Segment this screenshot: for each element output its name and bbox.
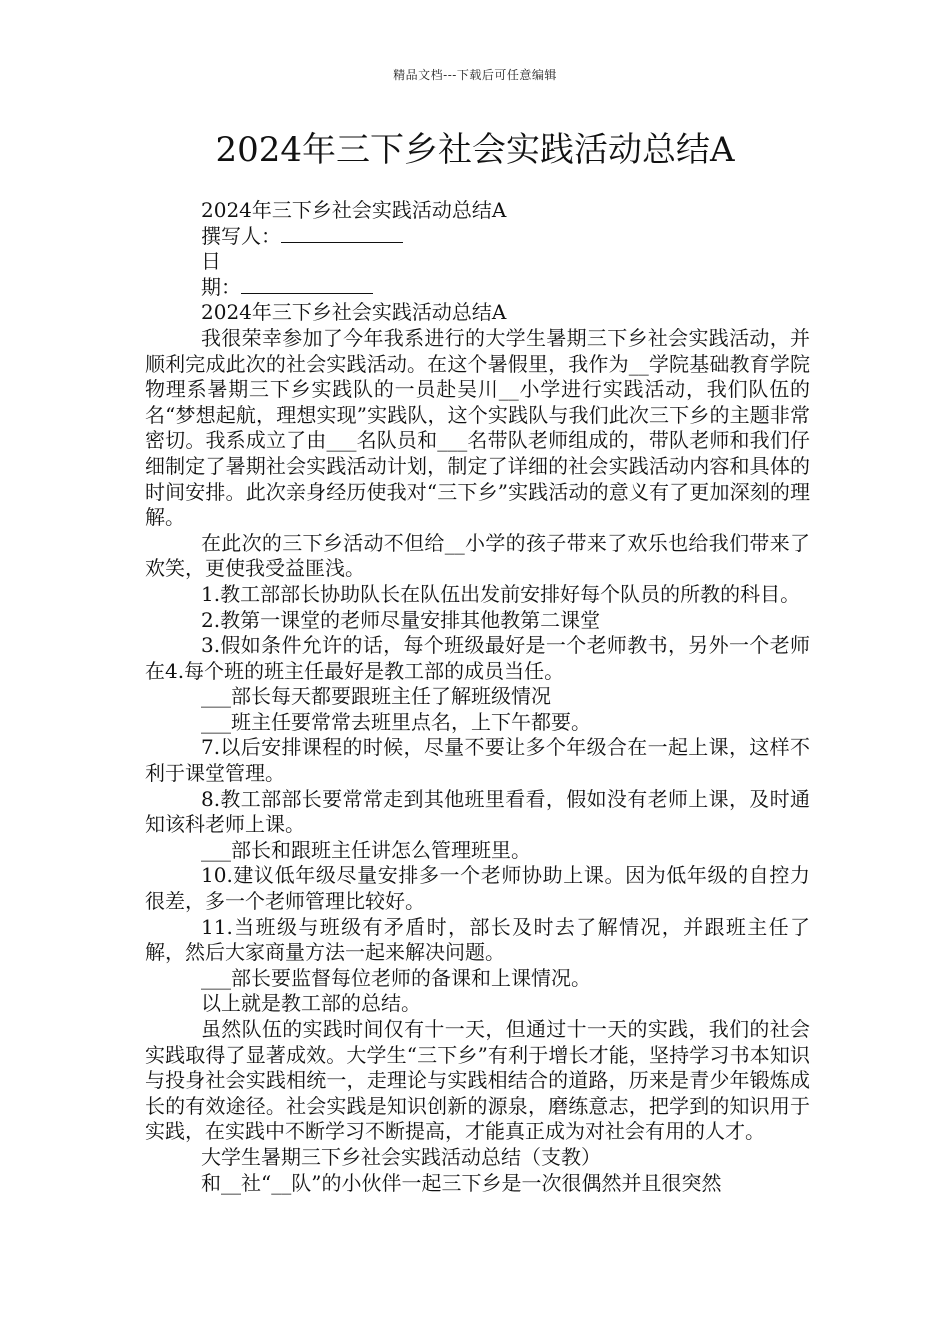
date-line	[145, 275, 810, 301]
date-blank	[241, 275, 373, 294]
paragraph: 2.教第一课堂的老师尽量安排其他教第二课堂	[201, 607, 601, 632]
subtitle: 2024年三下乡社会实践活动总结A	[201, 198, 507, 222]
date-label: 期：	[201, 274, 241, 299]
paragraph: 7.以后安排课程的时候，尽量不要让多个年级合在一起上课，这样不利于课堂管理。	[145, 735, 810, 786]
paragraph: 大学生暑期三下乡社会实践活动总结（支教）	[201, 1144, 601, 1169]
paragraph: 我很荣幸参加了今年我系进行的大学生暑期三下乡社会实践活动，并顺利完成此次的社会实践活动。在这个暑假里，我作为__学院基础教育学院物理系暑期三下乡实践队的一员赴吴川__小学进行实践活动，我们队伍的名“梦想起航，理想实现”实践队，这个实践队与我们此次三下乡的主题非常密切。我系成立了由___名队员和___名带队老师组成的，带队老师和我们仔细制定了暑期社会实践活动计划，制定了详细的社会实践活动内容和具体的时间安排。此次亲身经历使我对“三下乡”实践活动的意义有了更加深刻的理解。	[145, 325, 810, 530]
paragraph: 11.当班级与班级有矛盾时，部长及时去了解情况，并跟班主任了解，然后大家商量方法一起来解决问题。	[145, 914, 810, 965]
author-blank	[281, 224, 403, 243]
date-label-line-1: 日	[201, 249, 221, 274]
author-line	[145, 224, 810, 250]
header-note: 精品文档---下载后可任意编辑	[393, 68, 557, 82]
paragraph: ___班主任要常常去班里点名，上下午都要。	[201, 709, 591, 734]
paragraph: 3.假如条件允许的话，每个班级最好是一个老师教书，另外一个老师在4.每个班的班主任最好是教工部的成员当任。	[145, 633, 810, 683]
document-title: 2024年三下乡社会实践活动总结A	[215, 130, 735, 170]
author-label: 撰写人：	[201, 223, 281, 248]
paragraph: 10.建议低年级尽量安排多一个老师协助上课。因为低年级的自控力很差，多一个老师管理比较好。	[145, 863, 810, 914]
paragraph: ___部长和跟班主任讲怎么管理班里。	[201, 837, 531, 862]
paragraph: 8.教工部部长要常常走到其他班里看看，假如没有老师上课，及时通知该科老师上课。	[145, 786, 810, 837]
paragraph: 1.教工部部长协助队长在队伍出发前安排好每个队员的所教的科目。	[201, 581, 801, 606]
paragraph: 虽然队伍的实践时间仅有十一天，但通过十一天的实践，我们的社会实践取得了显著成效。大学生“三下乡”有利于增长才能，坚持学习书本知识与投身社会实践相统一，走理论与实践相结合的道路，历来是青少年锻炼成长的有效途径。社会实践是知识创新的源泉，磨练意志，把学到的知识用于实践，在实践中不断学习不断提高，才能真正成为对社会有用的人才。	[145, 1017, 810, 1144]
paragraph: ___部长要监督每位老师的备课和上课情况。	[201, 965, 591, 990]
paragraph: 在此次的三下乡活动不但给__小学的孩子带来了欢乐也给我们带来了欢笑，更使我受益匪浅。	[145, 530, 810, 581]
paragraph: 和__社“__队”的小伙伴一起三下乡是一次很偶然并且很突然	[201, 1170, 722, 1195]
subtitle-repeat: 2024年三下乡社会实践活动总结A	[201, 300, 507, 325]
document-body	[145, 198, 810, 1196]
paragraph: ___部长每天都要跟班主任了解班级情况	[201, 684, 551, 709]
paragraph: 以上就是教工部的总结。	[201, 991, 421, 1016]
